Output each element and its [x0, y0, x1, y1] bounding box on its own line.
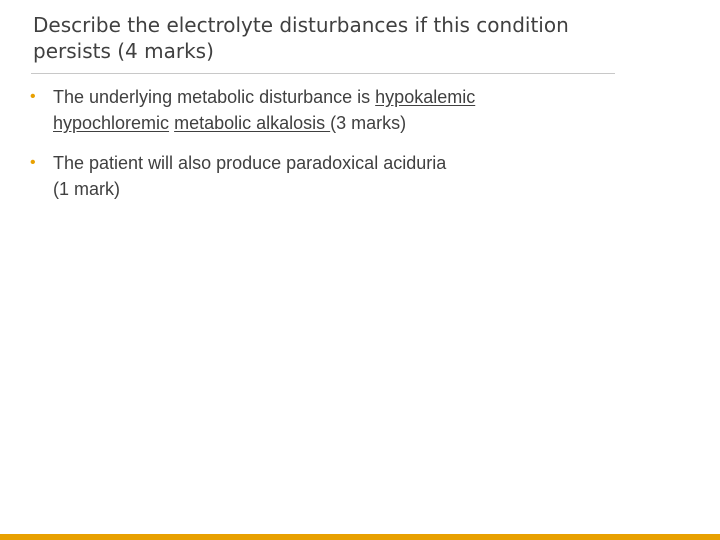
title-divider: [31, 73, 615, 74]
bullet-1-hypokalemic: hypokalemic: [375, 87, 476, 107]
slide-title: [33, 12, 693, 64]
bullet-1-text-lead: The underlying metabolic disturbance is: [53, 87, 376, 107]
bullet-2-line-1: The patient will also produce paradoxical aciduria: [53, 153, 447, 173]
bullet-dot-icon: •: [30, 154, 36, 171]
slide-title-line-2: persists (4 marks): [33, 39, 214, 63]
bullet-dot-icon: •: [30, 88, 36, 105]
footer-accent-bar: [0, 534, 720, 540]
bullet-2-line-2: (1 mark): [53, 179, 120, 199]
bullet-item-paradoxical-aciduria: [30, 150, 630, 202]
bullet-1-hypochloremic: hypochloremic: [53, 113, 170, 133]
bullet-1-metabolic-alkalosis: metabolic alkalosis: [174, 113, 331, 133]
bullet-1-marks: (3 marks): [330, 113, 407, 133]
bullet-item-metabolic-disturbance: [30, 84, 630, 136]
bullet-list: [30, 84, 630, 216]
slide-title-line-1: Describe the electrolyte disturbances if this condition: [33, 13, 569, 37]
